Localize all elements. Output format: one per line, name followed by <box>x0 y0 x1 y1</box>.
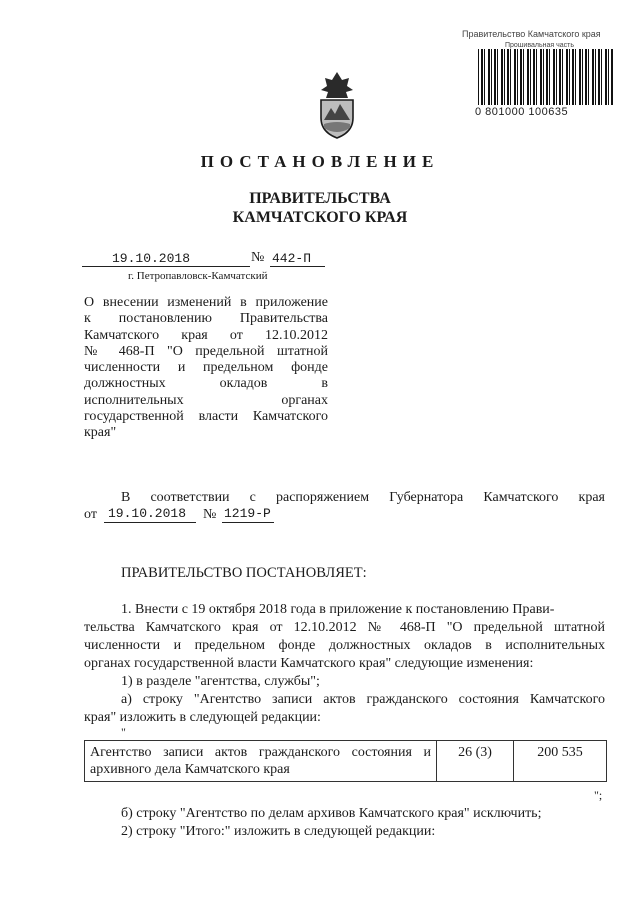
paragraph-line: 1. Внести с 19 октября 2018 года в приложение к постановлению Прави- <box>121 602 555 617</box>
barcode <box>478 49 614 105</box>
agency-name-cell <box>85 741 437 782</box>
subject-line: № 468-П "О предельной штатной <box>84 343 328 359</box>
preamble-date-underline <box>104 522 196 523</box>
subject-line: государственной власти Камчатского <box>84 409 328 425</box>
paragraph-line: органах государственной власти Камчатского края" следующие изменения: <box>84 656 534 671</box>
preamble-line: В соответствии с распоряжением Губернатора Камчатского края <box>121 490 605 505</box>
subject-line: должностных окладов в <box>84 376 328 392</box>
issuer-line-2: КАМЧАТСКОГО КРАЯ <box>232 209 408 226</box>
paragraph-line: а) строку "Агентство записи актов гражданского состояния Камчатского <box>121 692 605 707</box>
subject-line: Камчатского края от 12.10.2012 <box>84 327 328 343</box>
document-date: 19.10.2018 <box>112 251 191 266</box>
agency-name-line: архивного дела Камчатского края <box>90 762 290 777</box>
preamble-from: от <box>84 507 97 522</box>
stamp-org: Правительство Камчатского края <box>462 29 601 39</box>
paragraph-line: б) строку "Агентство по делам архивов Камчатского края" исключить; <box>121 806 542 821</box>
number-underline <box>270 266 325 267</box>
subject-block <box>84 295 328 442</box>
subject-line: О внесении изменений в приложение <box>84 295 328 310</box>
paragraph-line: 1) в разделе "агентства, службы"; <box>121 674 320 689</box>
paragraph-line: края" изложить в следующей редакции: <box>84 710 321 725</box>
staff-table <box>84 740 607 782</box>
staff-count-cell: 26 (3) <box>437 741 514 782</box>
subject-line: исполнительных органах <box>84 392 328 408</box>
open-quote: " <box>121 725 126 739</box>
preamble-number-sign: № <box>203 507 217 522</box>
close-quote: "; <box>594 788 603 802</box>
document-title: ПОСТАНОВЛЕНИЕ <box>200 152 440 171</box>
preamble-number: 1219-Р <box>224 506 271 521</box>
coat-of-arms-emblem <box>318 70 356 140</box>
subject-line: края" <box>84 425 117 441</box>
subject-line: численности и предельном фонде <box>84 360 328 376</box>
paragraph-line: тельства Камчатского края от 12.10.2012 № 468-П "О предельной штатной <box>84 620 605 635</box>
date-underline <box>82 266 250 267</box>
agency-name-line: Агентство записи актов гражданского состояния и <box>90 745 431 760</box>
preamble-date: 19.10.2018 <box>108 506 187 521</box>
barcode-number: 0 801000 100635 <box>475 106 569 118</box>
table-row <box>85 741 607 782</box>
resolves-heading: ПРАВИТЕЛЬСТВО ПОСТАНОВЛЯЕТ: <box>121 565 367 581</box>
number-sign: № <box>251 250 265 265</box>
document-number: 442-П <box>272 251 312 266</box>
issuer-line-1: ПРАВИТЕЛЬСТВА <box>249 190 391 207</box>
city: г. Петропавловск-Камчатский <box>128 270 268 282</box>
stamp-note: Прошивальная часть <box>505 42 574 49</box>
paragraph-line: 2) строку "Итого:" изложить в следующей редакции: <box>121 824 436 839</box>
salary-fund-cell: 200 535 <box>514 741 607 782</box>
preamble-number-underline <box>222 522 274 523</box>
subject-line: к постановлению Правительства <box>84 311 328 327</box>
paragraph-line: численности и предельном фонде должностных окладов в исполнительных <box>84 638 605 653</box>
